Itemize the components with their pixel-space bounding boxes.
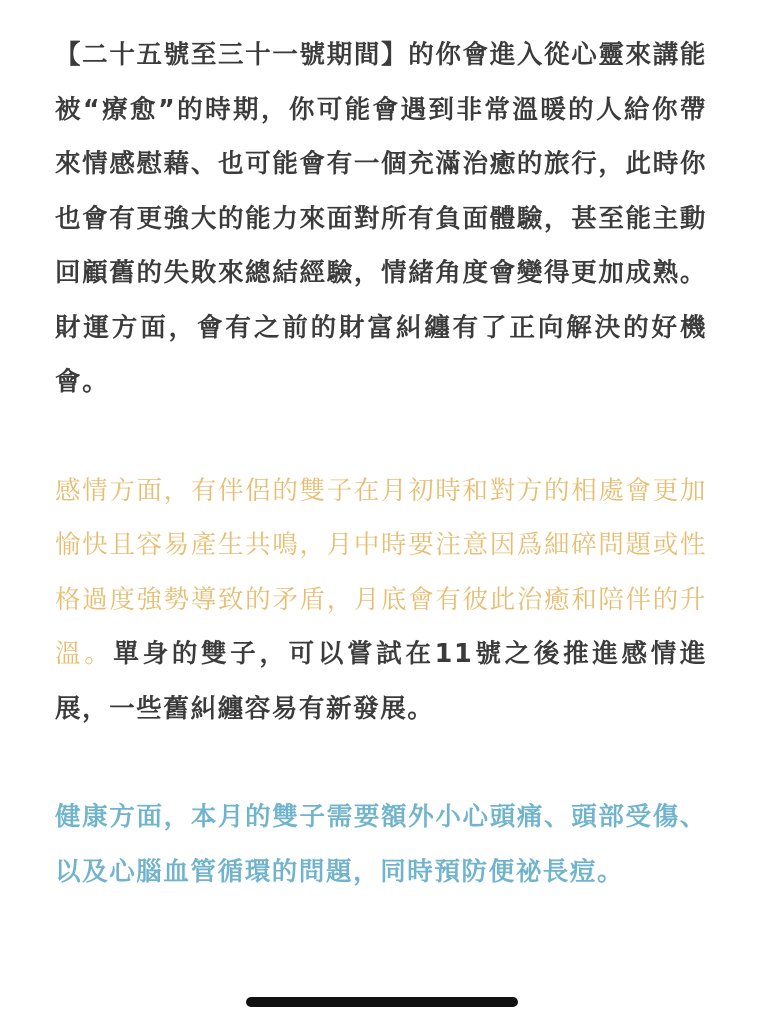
home-indicator[interactable] bbox=[246, 997, 518, 1007]
love-paragraph bbox=[55, 464, 707, 737]
love-highlight-text: 感情方面，有伴侶的雙子在月初時和對方的相處會更加愉快且容易產生共鳴，月中時要注意因爲細碎問題或性格過度強勢導致的矛盾，月底會有彼此治癒和陪伴的升溫。 bbox=[55, 475, 707, 669]
fortune-paragraph: 【二十五號至三十一號期間】的你會進入從心靈來講能被“療愈”的時期，你可能會遇到非常溫暖的人給你帶來情感慰藉、也可能會有一個充滿治癒的旅行，此時你也會有更強大的能力來面對所有負面體驗，甚至能主動回顧舊的失敗來總結經驗，情緒角度會變得更加成熟。財運方面，會有之前的財富糾纏有了正向解決的好機會。 bbox=[55, 40, 707, 397]
love-singles-text: 單身的雙子，可以嘗試在11號之後推進感情進展，一些舊糾纏容易有新發展。 bbox=[55, 639, 708, 724]
health-paragraph: 健康方面，本月的雙子需要額外小心頭痛、頭部受傷、以及心腦血管循環的問題，同時預防便祕長痘。 bbox=[55, 802, 707, 887]
article-body bbox=[55, 28, 707, 899]
